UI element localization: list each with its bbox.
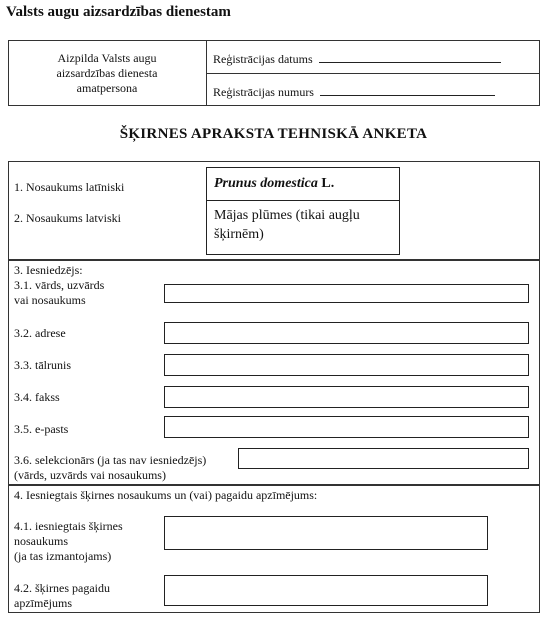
address-field[interactable]: [164, 322, 529, 344]
applicant-name-label-2: vai nosaukums: [14, 293, 86, 307]
filled-by-line-1: Aizpilda Valsts augu: [57, 51, 157, 65]
filled-by-line-2: aizsardzības dienesta: [56, 66, 158, 80]
temp-designation-label-1: 4.2. šķirnes pagaidu: [14, 581, 110, 595]
addressee-title: Valsts augu aizsardzības dienestam: [6, 4, 231, 20]
registration-date-row: [213, 51, 501, 67]
temp-designation-label-2: apzīmējums: [14, 596, 72, 610]
latvian-name-label: 2. Nosaukums latviski: [14, 211, 121, 225]
registration-date-label: Reģistrācijas datums: [213, 52, 313, 66]
submitted-name-label-3: (ja tas izmantojams): [14, 549, 112, 563]
applicant-name-label-1: 3.1. vārds, uzvārds: [14, 278, 105, 292]
fax-label: 3.4. fakss: [14, 390, 60, 404]
official-use-row-divider: [206, 73, 540, 74]
latin-name-label: 1. Nosaukums latīniski: [14, 180, 125, 194]
latin-name-value: [214, 174, 334, 193]
breeder-field[interactable]: [238, 448, 529, 469]
phone-label: 3.3. tālrunis: [14, 358, 71, 372]
email-label: 3.5. e-pasts: [14, 422, 69, 436]
submitted-name-field[interactable]: [164, 516, 488, 550]
breeder-label-1: 3.6. selekcionārs (ja tas nav iesniedzējs): [14, 453, 207, 467]
address-label: 3.2. adrese: [14, 326, 66, 340]
fax-field[interactable]: [164, 386, 529, 408]
breeder-label-2: (vārds, uzvārds vai nosaukums): [14, 468, 166, 482]
email-field[interactable]: [164, 416, 529, 438]
latin-name-italic: Prunus domestica: [214, 176, 318, 191]
applicant-heading: 3. Iesniedzējs:: [14, 263, 83, 277]
phone-field[interactable]: [164, 354, 529, 376]
form-title: ŠĶIRNES APRAKSTA TEHNISKĀ ANKETA: [119, 126, 428, 142]
submitted-name-label-2: nosaukums: [14, 534, 68, 548]
submitted-name-label-1: 4.1. iesniegtais šķirnes: [14, 519, 123, 533]
registration-date-field[interactable]: [319, 51, 501, 63]
latvian-name-value: Mājas plūmes (tikai augļu šķirnēm): [214, 208, 360, 242]
temp-designation-field[interactable]: [164, 575, 488, 606]
registration-number-label: Reģistrācijas numurs: [213, 85, 314, 99]
registration-number-field[interactable]: [320, 84, 495, 96]
latin-name-author: L.: [317, 176, 335, 191]
filled-by-line-3: amatpersona: [76, 81, 138, 95]
applicant-name-field[interactable]: [164, 284, 529, 303]
registration-number-row: [213, 84, 495, 100]
variety-heading: 4. Iesniegtais šķirnes nosaukums un (vai) pagaidu apzīmējums:: [14, 488, 318, 502]
